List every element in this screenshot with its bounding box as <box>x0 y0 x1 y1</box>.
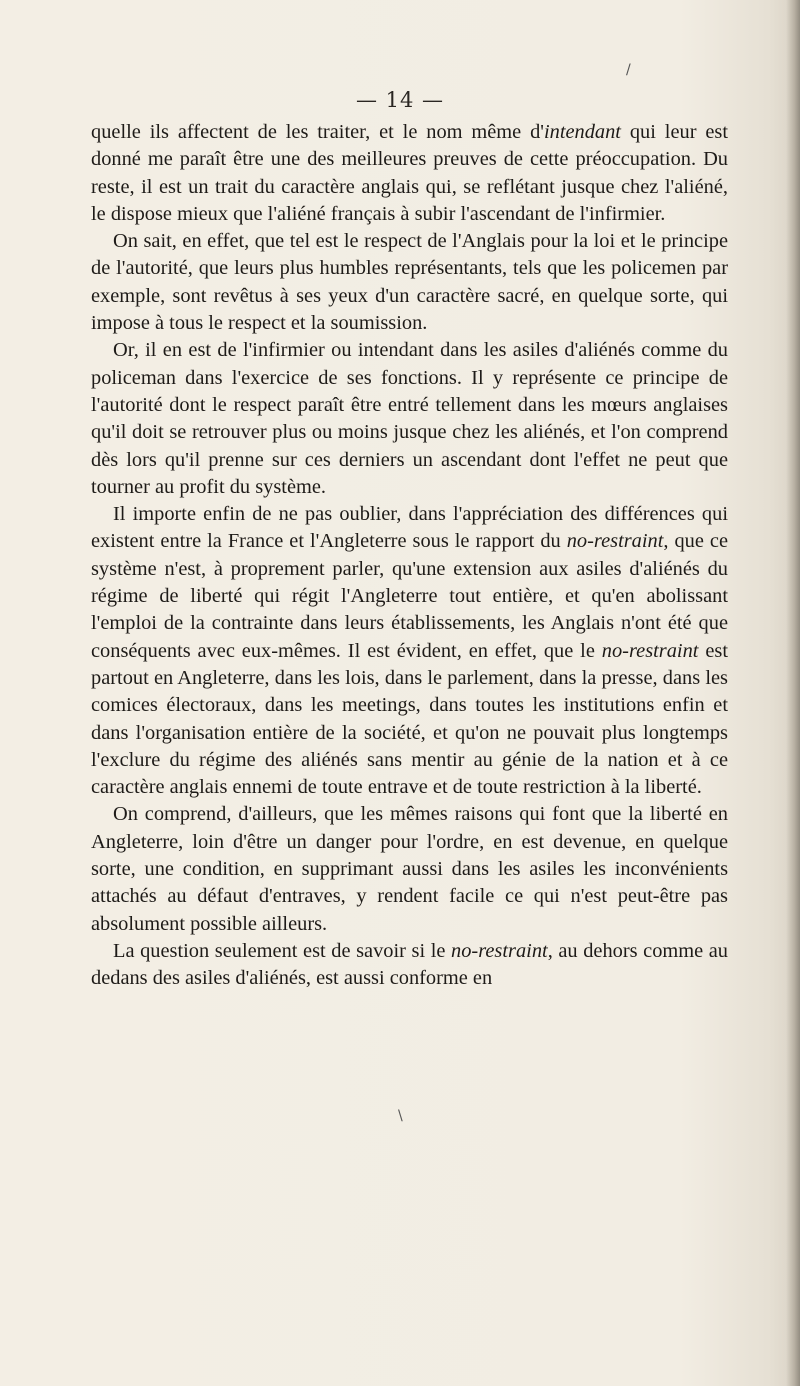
text-run: qui leur est donné me paraît être une des meilleures preuves de cette préoccupation. Du reste, il est un trait du caractère anglais qui, se reflétant jusque chez l'aliéné, le dispose mieux que l'aliéné français à subir l'ascendant de l'infirmier. <box>91 121 728 225</box>
text-run: La question seulement est de savoir si le <box>113 939 452 962</box>
italic-text: no-restraint <box>566 530 664 553</box>
text-body <box>91 119 728 993</box>
paragraph <box>91 228 728 337</box>
paragraph <box>91 119 728 228</box>
page-edge-shadow <box>786 0 800 1386</box>
page-number: — 14 — <box>355 88 445 112</box>
text-run: Il importe enfin de ne pas oublier, dans l'appréciation des différences qui existent entre la France et l'Angleterre sous le rapport du <box>91 503 728 553</box>
stray-mark-bottom: \ <box>398 1108 403 1124</box>
paragraph <box>91 501 728 801</box>
text-run: , que ce système n'est, à proprement parler, qu'une extension aux asiles d'aliénés du régime de liberté qui régit l'Angleterre tout entière, et qu'en abolissant l'emploi de la contrainte dans leurs établissements, les Anglais n'ont été que conséquents avec eux-mêmes. Il est évident, en effet, que le <box>91 530 729 662</box>
text-run: , au dehors comme au dedans des asiles d'aliénés, est aussi conforme en <box>91 939 728 990</box>
paragraph <box>91 938 728 993</box>
paragraph <box>91 801 728 937</box>
italic-text: no-restraint <box>451 939 548 962</box>
text-run: quelle ils affectent de les traiter, et le nom même d' <box>91 121 544 143</box>
text-run: On sait, en effet, que tel est le respect de l'Anglais pour la loi et le principe de l'autorité, que leurs plus humbles représentants, tels que les policemen par exemple, sont revêtus à ses yeux d'un caractère sacré, en quelque sorte, qui impose à tous le respect et la soumission. <box>91 230 728 335</box>
italic-text: no-restraint <box>601 639 699 662</box>
stray-mark-top: / <box>626 62 631 78</box>
text-run: est partout en Angleterre, dans les lois, dans le parlement, dans la presse, dans les comices électoraux, dans les meetings, dans toutes les institutions enfin et dans l'organisation entière de la société, et qu'on ne pouvait plus longtemps l'exclure du régime des aliénés sans mentir au génie de la nation et à ce caractère anglais ennemi de toute entrave et de toute restriction à la liberté. <box>91 639 729 799</box>
paragraph <box>91 337 728 501</box>
italic-text: intendant <box>543 121 621 143</box>
text-run: Or, il en est de l'infirmier ou intendant dans les asiles d'aliénés comme du policeman dans l'exercice de ses fonctions. Il y représente ce principe de l'autorité dont le respect paraît être entré tellement dans les mœurs anglaises qu'il doit se retrouver plus ou moins jusque chez les aliénés, et l'on comprend dès lors qu'il prenne sur ces derniers un ascendant dont l'effet ne peut que tourner au profit du système. <box>91 339 728 498</box>
text-run: On comprend, d'ailleurs, que les mêmes raisons qui font que la liberté en Angleterre, loin d'être un danger pour l'ordre, en est devenue, en quelque sorte, une condition, en supprimant aussi dans les asiles les inconvénients attachés au défaut d'entraves, y rendent facile ce qui n'est peut-être pas absolument possible ailleurs. <box>91 803 728 935</box>
